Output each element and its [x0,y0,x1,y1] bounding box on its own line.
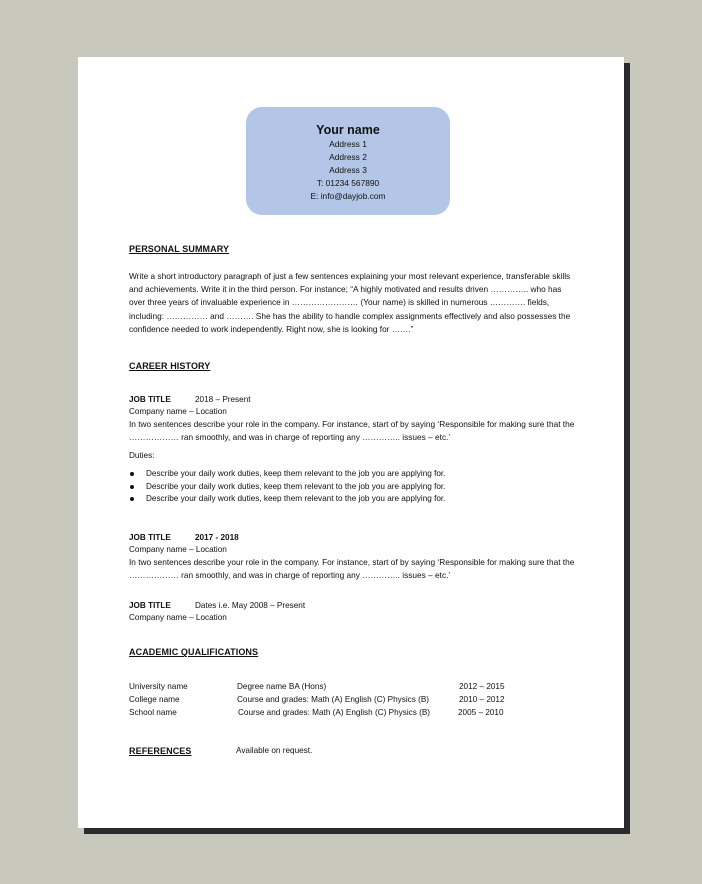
bullet-icon [130,485,134,489]
qualification-row [129,693,529,706]
phone-line: T: 01234 567890 [316,178,380,188]
qualification-row [129,680,529,693]
career-history-title: CAREER HISTORY [129,361,211,371]
bullet-icon [130,497,134,501]
job-2-header [129,532,239,544]
qualification-dates: 2012 – 2015 [459,682,505,691]
qualification-dates: 2005 – 2010 [458,708,504,717]
job-3-dates: Dates i.e. May 2008 – Present [195,601,306,610]
job-2-title: JOB TITLE [129,533,171,542]
job-1-title: JOB TITLE [129,395,171,404]
job-1-header [129,394,251,406]
candidate-name: Your name [316,123,380,137]
references-value: Available on request. [236,746,313,755]
qualification-detail: Course and grades: Math (A) English (C) Physics (B) [237,695,430,704]
job-3-header [129,600,305,612]
qualification-detail: Degree name BA (Hons) [237,682,327,691]
list-item [129,493,589,506]
cv-page [78,57,624,828]
job-2-description: In two sentences describe your role in the company. For instance, start of by saying ‘Responsible for making sure that the ……………… ran smoothly, and was in charge of reporting any ………….. issues – etc.’ [129,557,575,580]
address-line-3: Address 3 [329,165,367,175]
personal-summary-title: PERSONAL SUMMARY [129,244,230,254]
qualification-dates: 2010 – 2012 [459,695,505,704]
job-1-dates: 2018 – Present [195,395,251,404]
bullet-icon [130,472,134,476]
qualification-row [129,706,529,719]
job-1-duties-list [129,468,589,506]
list-item [129,481,589,494]
qualification-detail: Course and grades: Math (A) English (C) Physics (B) [238,708,431,717]
job-1-company: Company name – Location [129,407,227,416]
job-3-title: JOB TITLE [129,601,171,610]
job-2-company: Company name – Location [129,545,227,554]
address-line-1: Address 1 [329,139,367,149]
job-1-duties-label: Duties: [129,451,155,460]
job-1-description: In two sentences describe your role in the company. For instance, start of by saying ‘Responsible for making sure that the ……………… ran smoothly, and was in charge of reporting any ………….. issues – etc.’ [129,419,575,442]
duty-text: Describe your daily work duties, keep them relevant to the job you are applying for. [146,494,446,503]
contact-header [246,107,450,215]
references-title: REFERENCES [129,746,192,756]
job-2-dates: 2017 - 2018 [195,533,239,542]
address-line-2: Address 2 [329,152,367,162]
academic-title: ACADEMIC QUALIFICATIONS [129,647,259,657]
email-line: E: info@dayjob.com [310,191,386,201]
institution-name: University name [129,682,188,691]
personal-summary-text: Write a short introductory paragraph of just a few sentences explaining your most relevant experience, transferable skills and achievements. Write it in the third person. For instance; “A highly motivated and results driven ………….. who has over three years of invaluable experience in …………………… (Your name) is skilled in numerous …………. fields, including: …………… and ………. She has the ability to handle complex assignments effectively and also possesses the confidence needed to work independently. Right now, she is looking for …….” [129,271,571,334]
duty-text: Describe your daily work duties, keep them relevant to the job you are applying for. [146,481,446,491]
duty-text: Describe your daily work duties, keep them relevant to the job you are applying for. [146,469,446,478]
institution-name: School name [129,708,177,717]
institution-name: College name [129,695,180,704]
list-item [129,468,589,481]
job-3-company: Company name – Location [129,613,227,622]
